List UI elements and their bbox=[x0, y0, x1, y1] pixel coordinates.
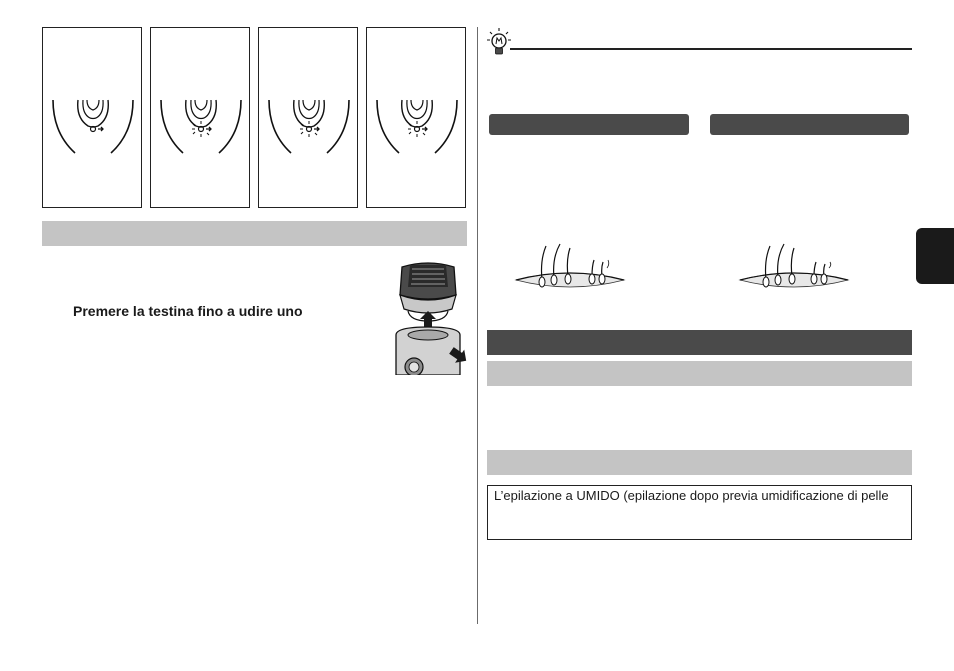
tip-header-rule bbox=[510, 48, 912, 50]
subsection-header-bar-1 bbox=[487, 361, 912, 386]
comparison-label-pill-right bbox=[710, 114, 909, 135]
note-box bbox=[487, 485, 912, 540]
chapter-side-tab bbox=[916, 228, 954, 284]
lightbulb-icon bbox=[486, 27, 512, 57]
indicator-panel-1 bbox=[42, 27, 142, 208]
section-header-bar-dark bbox=[487, 330, 912, 355]
section-header-bar-left bbox=[42, 221, 467, 246]
note-text: L’epilazione a UMIDO (epilazione dopo previa umidificazione di pelle bbox=[494, 488, 889, 503]
epilator-head-illustration bbox=[388, 257, 468, 375]
indicator-panel-4 bbox=[366, 27, 466, 208]
indicator-panel-3 bbox=[258, 27, 358, 208]
hair-skin-diagram-left bbox=[510, 238, 630, 293]
indicator-panel-2 bbox=[150, 27, 250, 208]
hair-skin-diagram-right bbox=[734, 238, 854, 293]
comparison-label-pill-left bbox=[489, 114, 689, 135]
instruction-text: Premere la testina fino a udire uno bbox=[73, 303, 303, 319]
column-divider bbox=[477, 27, 478, 624]
subsection-header-bar-2 bbox=[487, 450, 912, 475]
